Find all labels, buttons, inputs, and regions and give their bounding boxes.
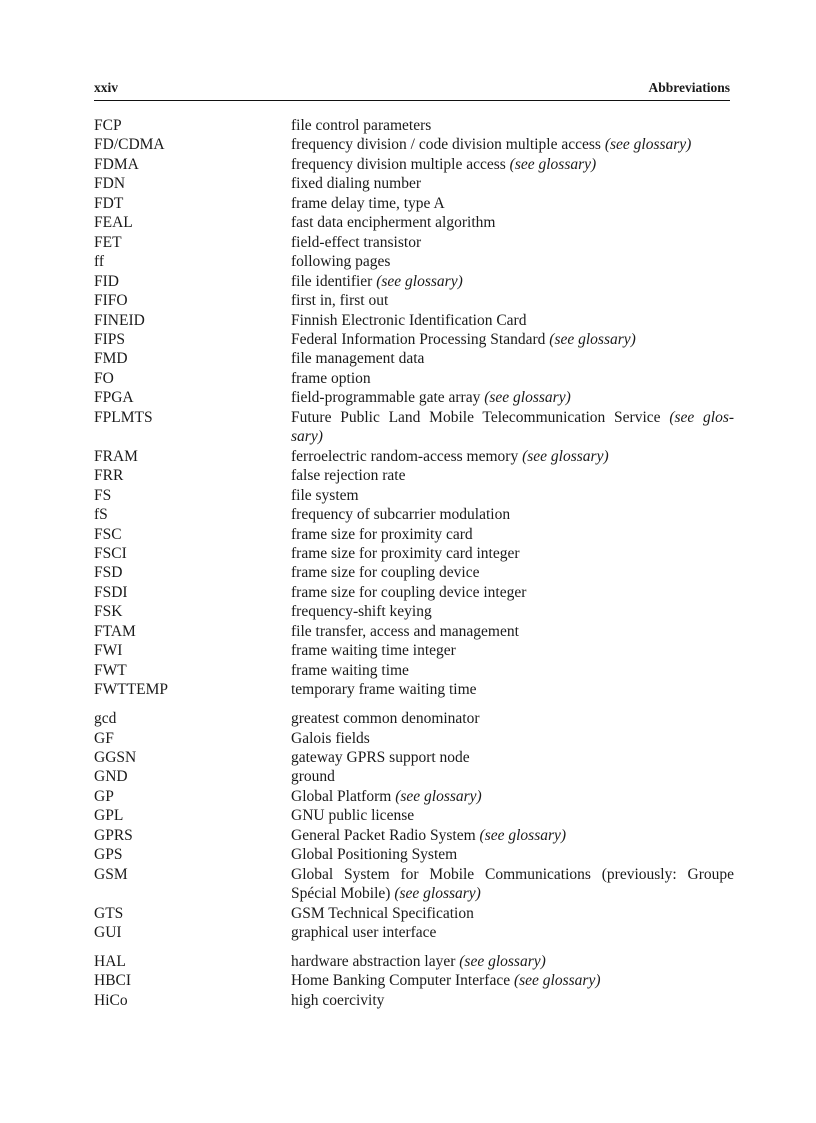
abbreviation-definition [291,213,734,232]
abbreviation-definition [291,583,734,602]
abbreviation-definition [291,525,734,544]
abbreviation-entry [94,408,734,447]
definition-text: first in, first out [291,292,389,310]
abbreviation-definition [291,330,734,349]
abbreviation-term: FSK [94,603,123,621]
definition-text: frame size for proximity card integer [291,544,520,562]
abbreviation-definition [291,709,734,728]
definition-text: General Packet Radio System [291,826,476,844]
abbreviation-definition [291,252,734,271]
abbreviation-term: GP [94,787,114,805]
abbreviation-term: ff [94,253,105,271]
abbreviation-term: GND [94,768,128,786]
abbreviation-definition [291,174,734,193]
abbreviation-entry [94,194,734,213]
abbreviation-term: GGSN [94,749,137,766]
definition-text: fixed dialing number [291,175,421,193]
glossary-reference: (see glossary) [484,389,571,407]
abbreviation-definition [291,272,734,291]
abbreviation-term: FTAM [94,622,136,640]
abbreviation-term: FWI [94,642,123,660]
definition-text: file transfer, access and management [291,622,519,640]
abbreviation-definition [291,408,734,447]
definition-text: gateway GPRS support node [291,749,470,766]
abbreviation-term: FD/CDMA [94,136,165,154]
abbreviation-entry [94,349,734,368]
abbreviation-term: FIPS [94,330,126,348]
abbreviation-definition [291,767,734,786]
abbreviation-entry [94,767,734,786]
glossary-reference: (see glossary) [549,330,636,348]
glossary-reference: (see glossary) [394,885,481,903]
abbreviation-definition [291,233,734,252]
definition-text: file control parameters [291,117,432,134]
abbreviation-entry [94,748,734,767]
definition-text: Future Public Land Mobile Telecommunication Service [291,408,661,426]
abbreviation-definition [291,641,734,660]
glossary-reference: (see glossary) [459,953,546,971]
abbreviation-entry [94,865,734,904]
abbreviation-group [94,952,734,1010]
abbreviation-term: FDMA [94,155,139,173]
abbreviation-term: FID [94,272,119,290]
abbreviation-entry [94,904,734,923]
abbreviation-term: FIFO [94,292,128,310]
abbreviation-entry [94,486,734,505]
abbreviation-term: FCP [94,117,122,134]
abbreviation-definition [291,563,734,582]
abbreviation-entry [94,369,734,388]
abbreviation-term: FWTTEMP [94,681,169,699]
abbreviation-definition [291,369,734,388]
abbreviation-definition [291,661,734,680]
glossary-reference: (see glossary) [522,447,609,465]
abbreviation-term: FRR [94,467,124,485]
glossary-reference: (see glossary) [395,787,482,805]
definition-text: ground [291,768,335,786]
abbreviation-definition [291,505,734,524]
abbreviation-term: GPRS [94,826,133,844]
definition-text: frequency division / code division multiple access [291,136,601,154]
abbreviation-definition [291,952,734,971]
definition-text: field-effect transistor [291,233,422,251]
abbreviation-term: FS [94,486,112,504]
abbreviation-definition [291,466,734,485]
definition-text: ferroelectric random-access memory [291,447,519,465]
abbreviation-entry [94,505,734,524]
abbreviation-definition [291,135,734,154]
abbreviation-entry [94,466,734,485]
glossary-reference: (see glossary) [509,155,597,173]
abbreviation-term: FO [94,369,114,387]
abbreviation-entry [94,233,734,252]
abbreviation-entry [94,252,734,271]
abbreviation-entry [94,135,734,154]
abbreviation-term: FEAL [94,214,133,232]
abbreviation-definition [291,729,734,748]
abbreviation-term: GPL [94,807,124,825]
definition-text: Home Banking Computer Interface [291,972,511,990]
abbreviation-entry [94,991,734,1010]
abbreviation-entry [94,845,734,864]
abbreviation-definition [291,787,734,806]
definition-text: frequency of subcarrier modulation [291,506,511,524]
glossary-reference: (see glossary) [376,272,463,290]
definition-text: GSM Technical Specification [291,904,474,922]
abbreviation-definition [291,291,734,310]
abbreviation-definition [291,826,734,845]
abbreviation-term: HAL [94,953,126,971]
abbreviation-definition [291,971,734,990]
definition-text: file management data [291,350,425,368]
abbreviation-entry [94,213,734,232]
abbreviation-entry [94,602,734,621]
abbreviation-entry [94,787,734,806]
abbreviation-term: FSD [94,564,123,582]
glossary-reference: (see glossary) [604,136,692,154]
definition-text: frame waiting time [291,661,409,679]
abbreviation-definition [291,923,734,942]
abbreviation-definition [291,845,734,864]
definition-text: graphical user interface [291,924,437,942]
abbreviation-term: GPS [94,846,123,864]
definition-text: Global System for Mobile Communications (previously: Groupe Spécial Mobile) [291,865,734,903]
abbreviation-entry [94,971,734,990]
glossary-reference: (see glossary) [513,972,601,990]
abbreviation-entry [94,116,734,135]
abbreviation-term: FET [94,233,122,251]
abbreviation-entry [94,291,734,310]
abbreviation-definition [291,388,734,407]
abbreviation-term: FSC [94,525,122,543]
abbreviation-definition [291,447,734,466]
definition-text: file system [291,486,359,504]
abbreviation-entry [94,447,734,466]
abbreviation-entry [94,155,734,174]
definition-text: frame delay time, type A [291,194,445,212]
abbreviation-term: FDN [94,175,126,193]
abbreviation-entry [94,661,734,680]
abbreviation-definition [291,602,734,621]
abbreviation-entry [94,680,734,699]
abbreviation-group [94,709,734,942]
abbreviation-term: FDT [94,194,124,212]
definition-text: frame waiting time integer [291,642,456,660]
definition-text: frame size for coupling device [291,564,480,582]
definition-text: Global Platform [291,787,392,805]
abbreviation-term: FINEID [94,311,145,329]
definition-text: field-programmable gate array [291,389,481,407]
abbreviation-term: GSM [94,865,128,883]
abbreviation-term: fS [94,506,108,524]
definition-text: temporary frame waiting time [291,681,477,699]
glossary-reference: (see glossary) [479,826,567,844]
page-number: xxiv [94,80,119,95]
abbreviation-term: GF [94,729,114,747]
abbreviation-definition [291,748,734,767]
abbreviation-term: GTS [94,904,124,922]
definition-text: frequency division multiple access [291,155,506,173]
abbreviation-entry [94,311,734,330]
abbreviation-definition [291,486,734,505]
abbreviation-entry [94,923,734,942]
running-header [94,78,730,101]
definition-text: frame option [291,369,371,387]
abbreviation-entry [94,583,734,602]
definition-text: high coercivity [291,991,385,1009]
abbreviation-entry [94,709,734,728]
abbreviation-entry [94,272,734,291]
definition-text: fast data encipherment algorithm [291,214,496,232]
abbreviation-group [94,116,734,700]
definition-text: Global Positioning System [291,846,458,864]
definition-text: greatest common denominator [291,710,480,728]
abbreviation-term: HBCI [94,972,132,990]
section-title: Abbreviations [648,80,730,95]
definition-text: Federal Information Processing Standard [291,330,546,348]
definition-text: file identifier [291,272,373,290]
abbreviation-entry [94,544,734,563]
definition-text: following pages [291,253,391,271]
abbreviation-entry [94,563,734,582]
abbreviation-term: GUI [94,924,122,942]
abbreviation-entry [94,641,734,660]
abbreviation-entry [94,174,734,193]
abbreviation-term: FRAM [94,447,138,465]
abbreviation-entry [94,525,734,544]
definition-text: Galois fields [291,729,370,747]
definition-text: frame size for proximity card [291,525,473,543]
abbreviation-entry [94,330,734,349]
abbreviation-term: FWT [94,661,127,679]
abbreviation-definition [291,349,734,368]
abbreviation-definition [291,311,734,330]
abbreviation-entry [94,952,734,971]
abbreviation-definition [291,865,734,904]
abbreviation-entry [94,388,734,407]
abbreviation-definition [291,622,734,641]
abbreviation-entry [94,826,734,845]
abbreviation-definition [291,116,734,135]
abbreviation-definition [291,904,734,923]
abbreviation-definition [291,194,734,213]
abbreviation-term: gcd [94,710,117,728]
abbreviation-definition [291,680,734,699]
definition-text: frame size for coupling device integer [291,583,527,601]
abbreviation-definition [291,155,734,174]
definition-text: Finnish Electronic Identification Card [291,311,527,329]
definition-text: GNU public license [291,807,415,825]
abbreviation-definition [291,806,734,825]
glossary-reference: (see glos- sary) [291,408,735,446]
abbreviation-definition [291,991,734,1010]
abbreviation-list [94,116,734,1010]
abbreviation-entry [94,729,734,748]
abbreviation-term: FSCI [94,544,127,562]
abbreviation-term: HiCo [94,991,128,1009]
abbreviation-term: FPLMTS [94,408,153,426]
abbreviation-term: FPGA [94,389,134,407]
definition-text: frequency-shift keying [291,603,432,621]
abbreviation-term: FSDI [94,583,128,601]
abbreviation-term: FMD [94,350,128,368]
definition-text: hardware abstraction layer [291,953,456,971]
definition-text: false rejection rate [291,467,406,485]
abbreviation-definition [291,544,734,563]
abbreviation-entry [94,806,734,825]
abbreviation-entry [94,622,734,641]
